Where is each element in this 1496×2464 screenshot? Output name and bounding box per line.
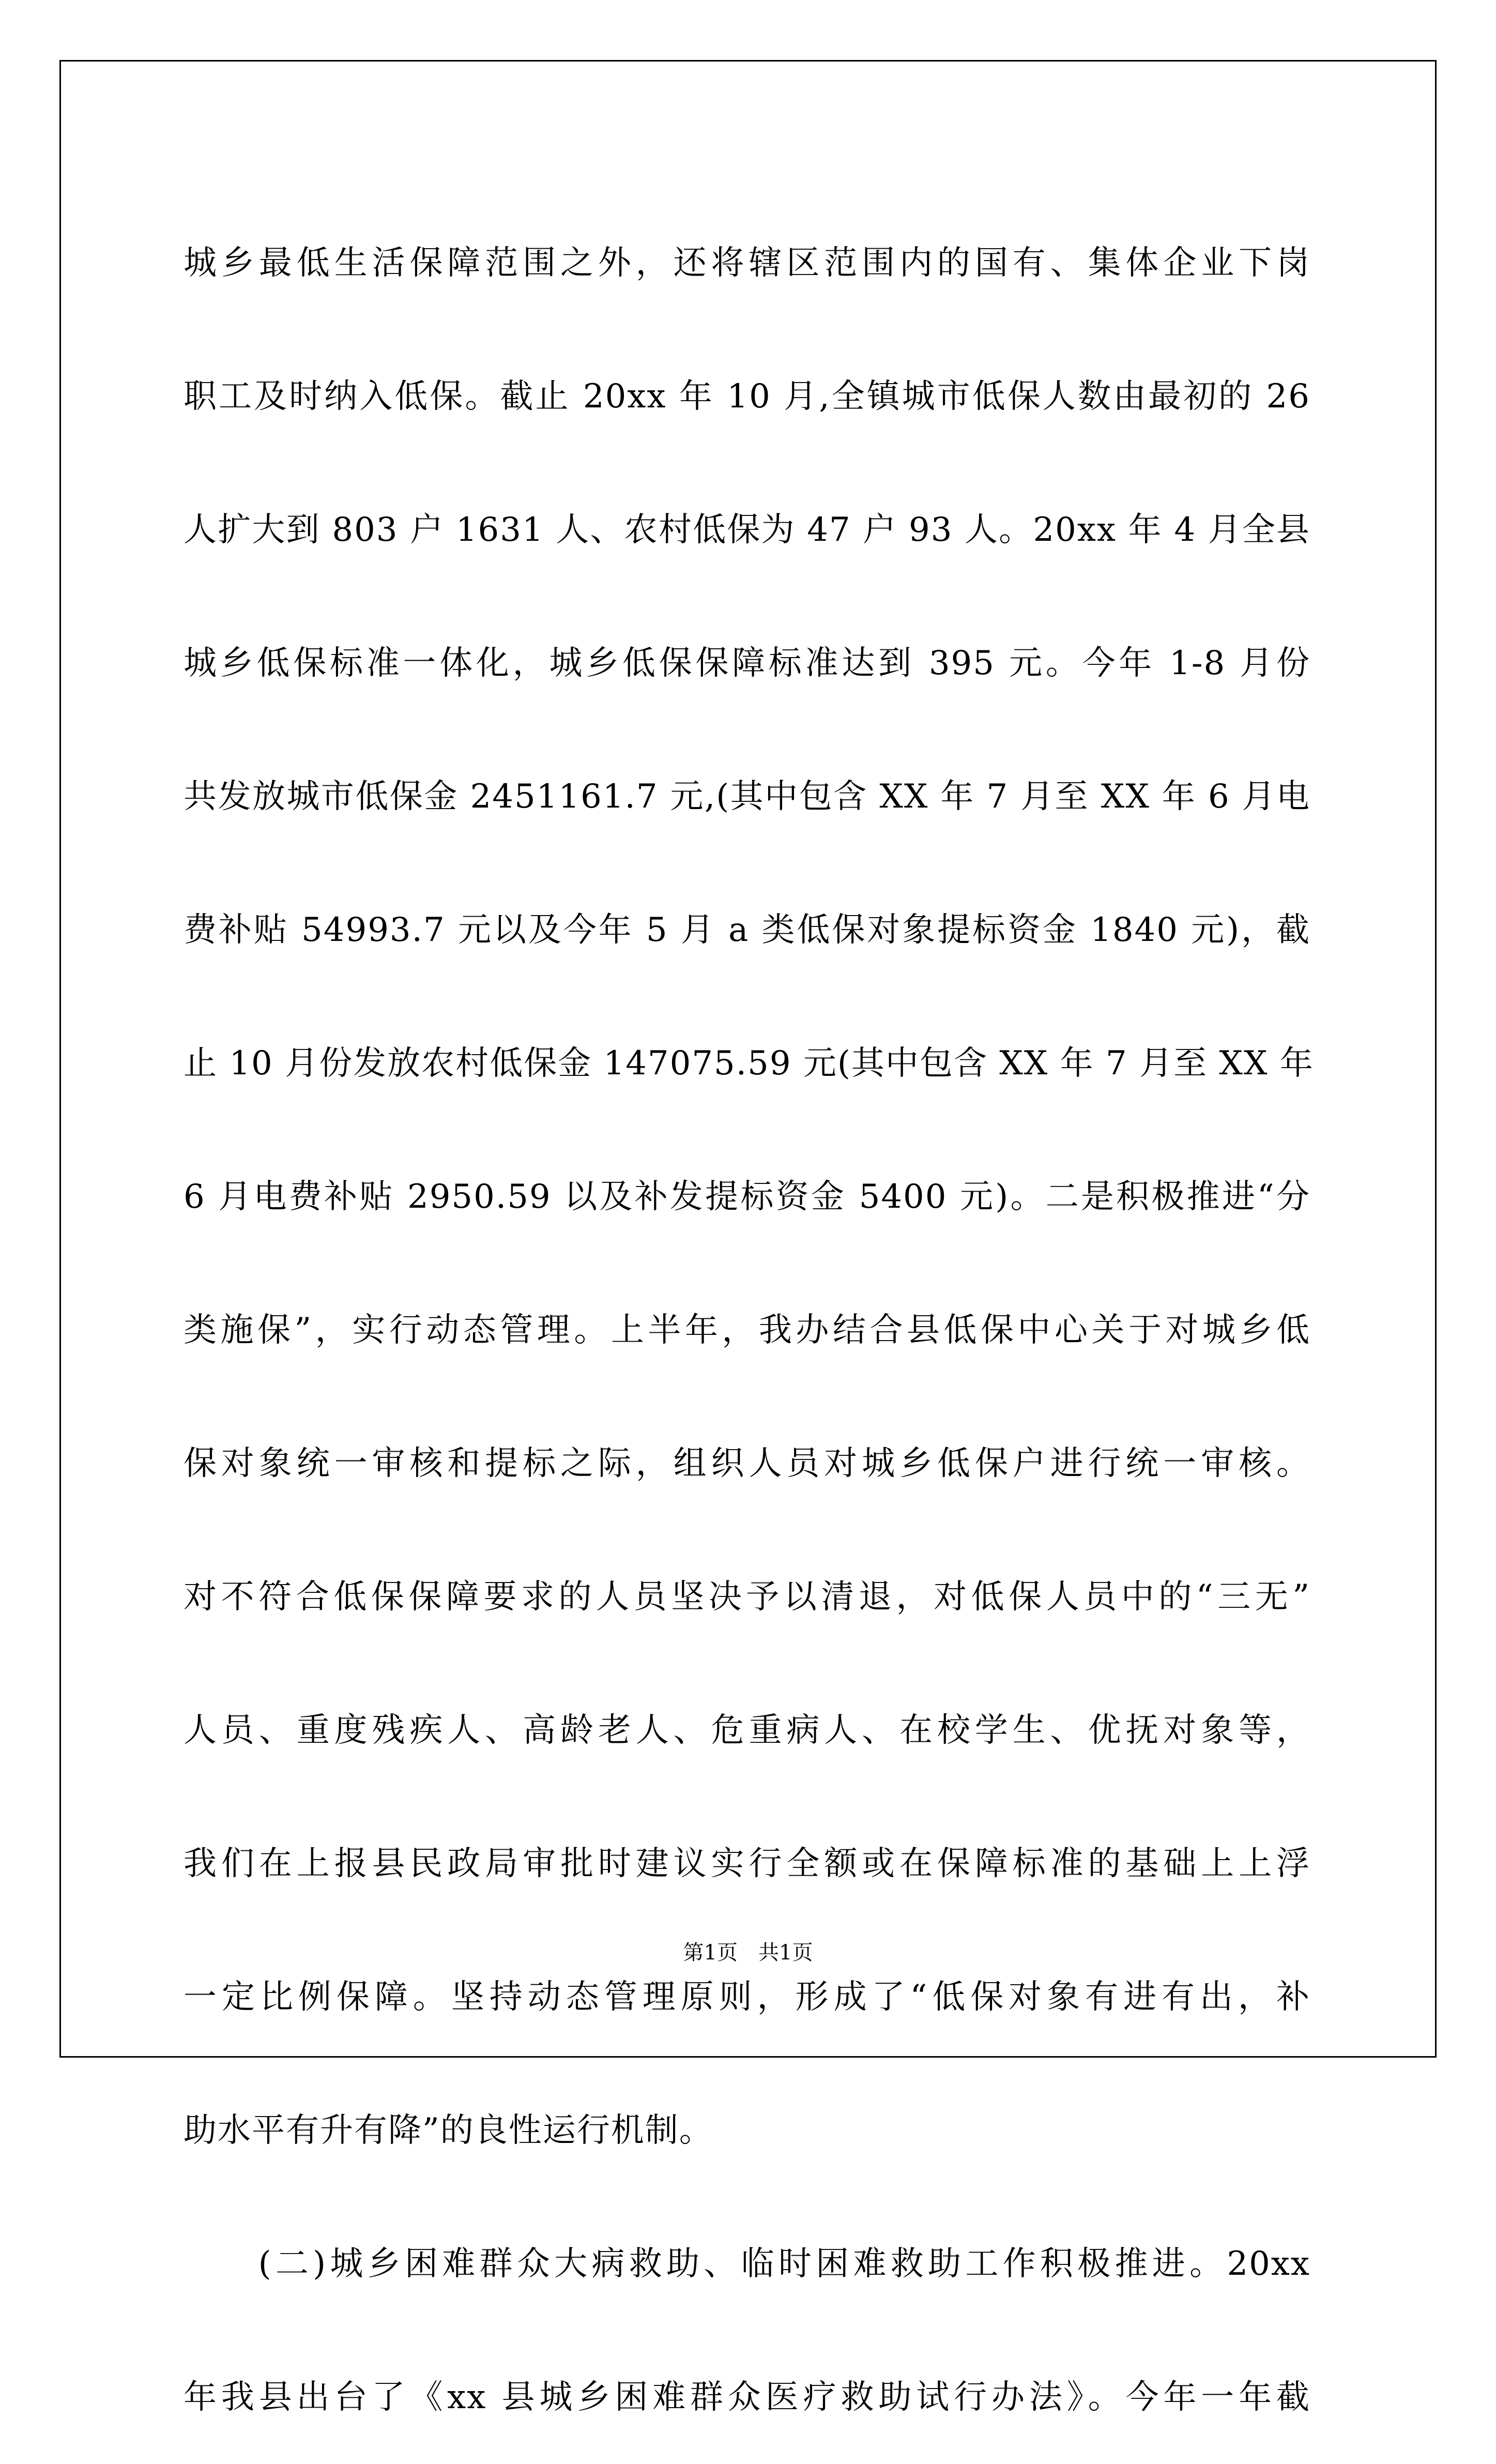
text-line: 对不符合低保保障要求的人员坚决予以清退，对低保人员中的“三无” bbox=[184, 1578, 1310, 1616]
text-line: 助水平有升有降”的良性运行机制。 bbox=[184, 2111, 713, 2150]
page-total: 共1页 bbox=[758, 1941, 813, 1965]
text-line: 共发放城市低保金 2451161.7 元,(其中包含 XX 年 7 月至 XX 年 6 月电 bbox=[184, 778, 1310, 816]
page-number: 第1页 bbox=[683, 1941, 738, 1965]
text-line: 6 月电费补贴 2950.59 以及补发提标资金 5400 元)。二是积极推进“分 bbox=[184, 1178, 1310, 1216]
text-line: 保对象统一审核和提标之际，组织人员对城乡低保户进行统一审核。 bbox=[184, 1444, 1310, 1483]
text-line: 类施保”，实行动态管理。上半年，我办结合县低保中心关于对城乡低 bbox=[184, 1311, 1310, 1349]
text-line: 人扩大到 803 户 1631 人、农村低保为 47 户 93 人。20xx 年 4 月全县 bbox=[184, 511, 1310, 549]
text-line: 费补贴 54993.7 元以及今年 5 月 a 类低保对象提标资金 1840 元)，截 bbox=[184, 911, 1310, 949]
text-line: 止 10 月份发放农村低保金 147075.59 元(其中包含 XX 年 7 月至 XX 年 bbox=[184, 1044, 1314, 1083]
paragraph-1 bbox=[184, 196, 1314, 2197]
text-line: 人员、重度残疾人、高龄老人、危重病人、在校学生、优抚对象等， bbox=[184, 1711, 1310, 1750]
text-line: (二)城乡困难群众大病救助、临时困难救助工作积极推进。20xx bbox=[184, 2245, 1310, 2283]
document-body bbox=[184, 196, 1314, 2464]
text-line: 职工及时纳入低保。截止 20xx 年 10 月,全镇城市低保人数由最初的 26 bbox=[184, 377, 1310, 416]
paragraph-2 bbox=[184, 2197, 1310, 2464]
text-line: 城乡最低生活保障范围之外，还将辖区范围内的国有、集体企业下岗 bbox=[184, 244, 1310, 282]
page-footer bbox=[0, 1936, 1496, 1966]
text-line: 我们在上报县民政局审批时建议实行全额或在保障标准的基础上上浮 bbox=[184, 1845, 1310, 1883]
text-line: 一定比例保障。坚持动态管理原则，形成了“低保对象有进有出，补 bbox=[184, 1978, 1310, 2016]
text-line: 年我县出台了《xx 县城乡困难群众医疗救助试行办法》。今年一年截 bbox=[184, 2378, 1310, 2416]
text-line: 城乡低保标准一体化，城乡低保保障标准达到 395 元。今年 1-8 月份 bbox=[184, 644, 1310, 682]
